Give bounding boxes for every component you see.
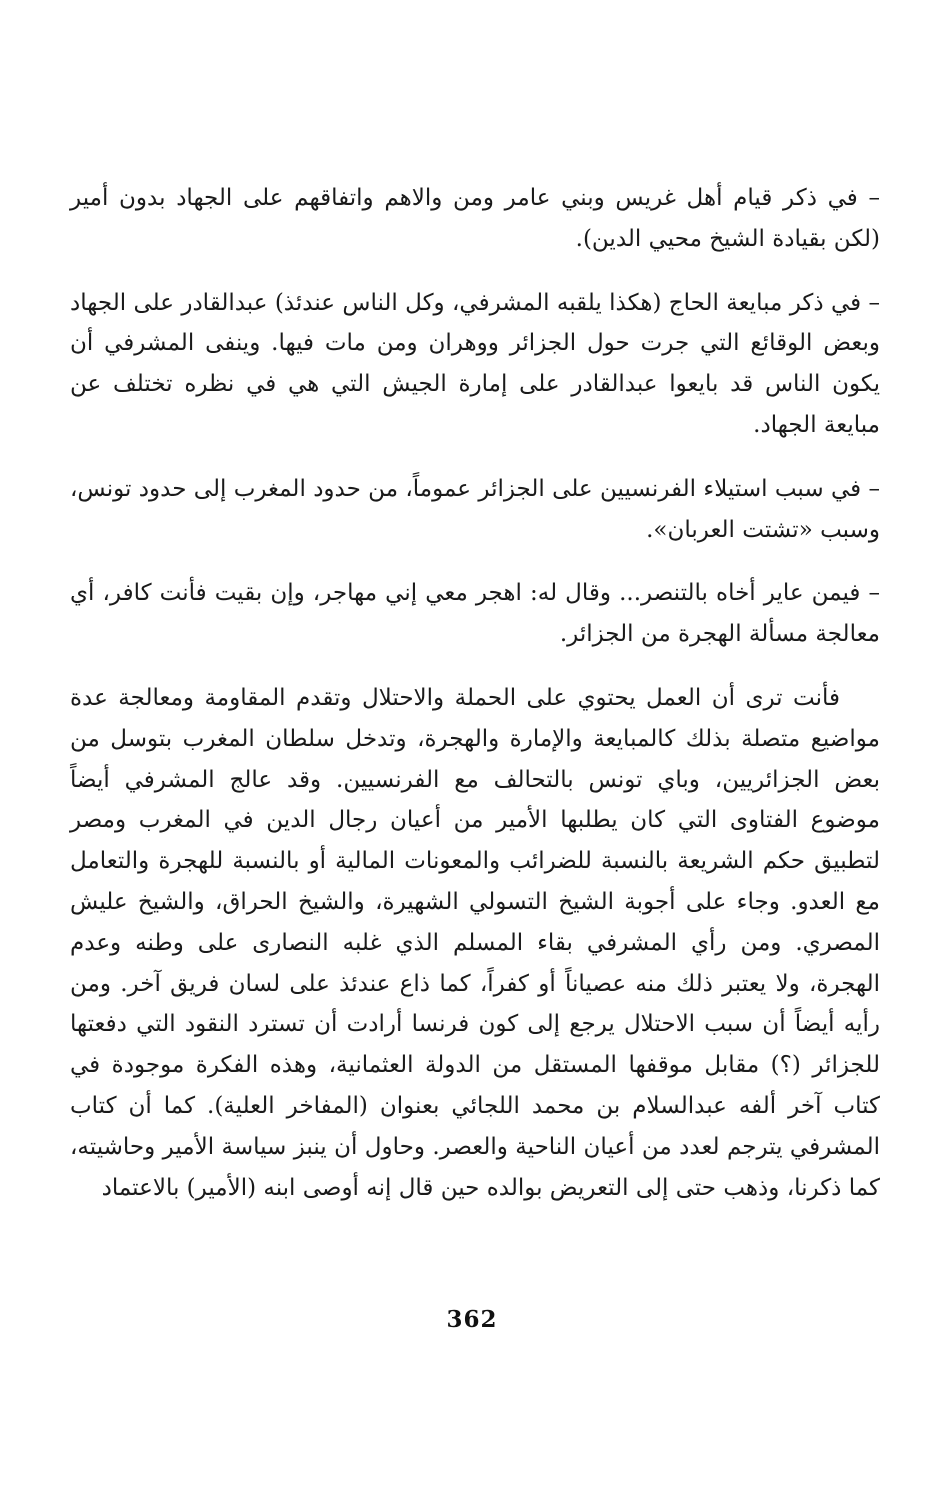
bullet-paragraph-ghris: – في ذكر قيام أهل غريس وبني عامر ومن والاهم واتفاقهم على الجهاد بدون أمير (لكن بقيادة الشيخ محيي الدين). <box>70 185 880 252</box>
bullet-paragraph-emigration: – فيمن عاير أخاه بالتنصر... وقال له: اهجر معي إني مهاجر، وإن بقيت فأنت كافر، أي معالجة مسألة الهجرة من الجزائر. <box>70 580 880 648</box>
body-paragraph: فأنت ترى أن العمل يحتوي على الحملة والاحتلال وتقدم المقاومة ومعالجة عدة مواضيع متصلة بذلك كالمبايعة والإمارة والهجرة، وتدخل سلطان المغرب بتوسل من بعض الجزائريين، وباي تونس بالتحالف مع الفرنسيين. وقد عالج المشرفي أيضاً موضوع الفتاوى التي كان يطلبها الأمير من أعيان رجال الدين في المغرب ومصر لتطبيق حكم الشريعة بالنسبة للضرائب والمعونات المالية أو بالنسبة للهجرة والتعامل مع العدو. وجاء على أجوبة الشيخ التسولي الشهيرة، والشيخ الحراق، والشيخ عليش المصري. ومن رأي المشرفي بقاء المسلم الذي غلبه النصارى على وطنه وعدم الهجرة، ولا يعتبر ذلك منه عصياناً أو كفراً، كما ذاع عندئذ على لسان فريق آخر. ومن رأيه أيضاً أن سبب الاحتلال يرجع إلى كون فرنسا أرادت أن تسترد النقود التي دفعتها للجزائر (؟) مقابل موقفها المستقل من الدولة العثمانية، وهذه الفكرة موجودة في كتاب آخر ألفه عبدالسلام بن محمد اللجائي بعنوان (المفاخر العلية). كما أن كتاب المشرفي يترجم لعدد من أعيان الناحية والعصر. وحاول أن ينبز سياسة الأمير وحاشيته، كما ذكرنا، وذهب حتى إلى التعريض بوالده حين قال إنه أوصى ابنه (الأمير) بالاعتماد <box>70 684 880 1201</box>
page-number: 362 <box>446 1306 498 1333</box>
bullet-paragraph-occupation: – في سبب استيلاء الفرنسيين على الجزائر عموماً، من حدود المغرب إلى حدود تونس، وسبب «تشتت العربان». <box>70 475 880 543</box>
page-body <box>70 178 880 1208</box>
bullet-paragraph-allegiance: – في ذكر مبايعة الحاج (هكذا يلقبه المشرفي، وكل الناس عندئذ) عبدالقادر على الجهاد وبعض الوقائع التي جرت حول الجزائر ووهران ومن مات فيها. وينفى المشرفي أن يكون الناس قد بايعوا عبدالقادر على إمارة الجيش التي هي في نظره تختلف عن مبايعة الجهاد. <box>70 289 880 438</box>
